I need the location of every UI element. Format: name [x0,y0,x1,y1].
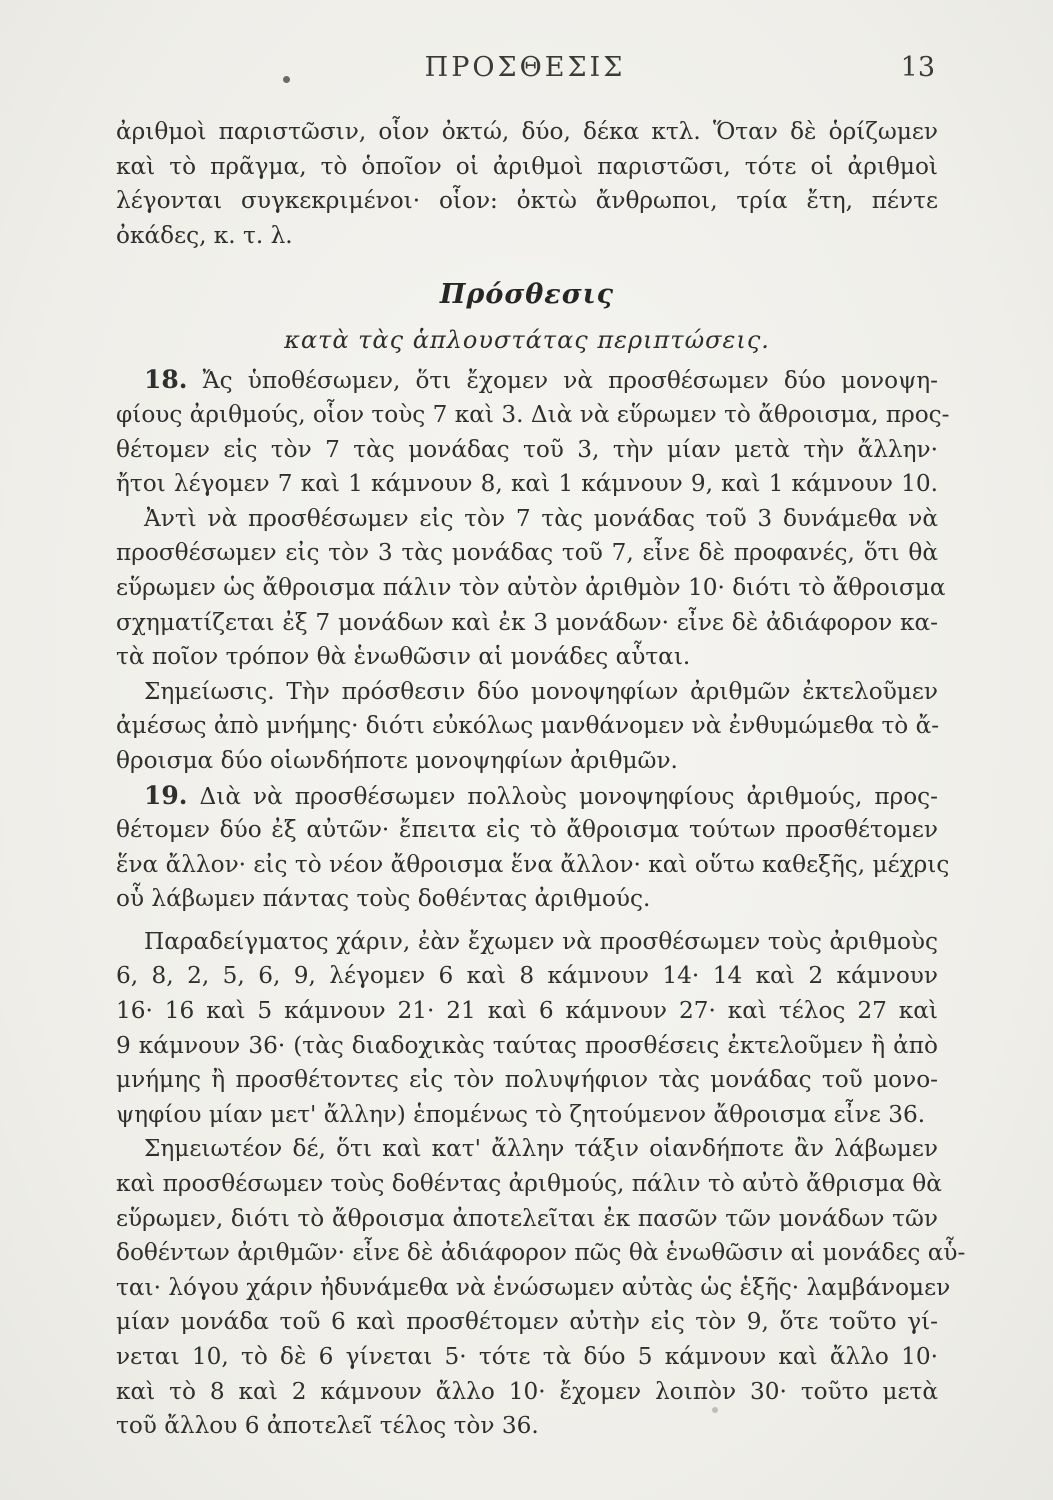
text-line: θέτομεν δύο ἐξ αὐτῶν· ἔπειτα εἰς τὸ ἄθροισμα τούτων προσθέτομεν [116,816,938,844]
paragraph-number: 18. [144,365,188,395]
text-line: τὰ ποῖον τρόπον θὰ ἑνωθῶσιν αἱ μονάδες αὗται. [116,643,691,671]
text-line: 6, 8, 2, 5, 6, 9, λέγομεν 6 καὶ 8 κάμνουν 14· 14 καὶ 2 κάμνουν [116,962,938,990]
text-line: ἀμέσως ἀπὸ μνήμης· διότι εὐκόλως μανθάνομεν νὰ ἐνθυμώμεθα τὸ ἄ- [116,712,940,740]
paragraph-19 [116,779,950,917]
text-line: ἕνα ἄλλον· εἰς τὸ νέον ἄθροισμα ἕνα ἄλλον· καὶ οὕτω καθεξῆς, μέχρις [116,850,950,878]
text-line: Διὰ νὰ προσθέσωμεν πολλοὺς μονοψηφίους ἀριθμούς, προς- [199,782,938,810]
section-heading: Πρόσθεσις [439,279,615,311]
note-paragraph [116,675,938,779]
ink-spot [712,1407,718,1413]
text-line: Σημείωσις. Τὴν πρόσθεσιν δύο μονοψηφίων ἀριθμῶν ἐκτελοῦμεν [144,677,938,705]
text-line: τοῦ ἄλλου 6 ἀποτελεῖ τέλος τὸν 36. [116,1412,539,1440]
text-line: θροισμα δύο οἱωνδήποτε μονοψηφίων ἀριθμῶν. [116,746,678,774]
text-line: Ἀντὶ νὰ προσθέσωμεν εἰς τὸν 7 τὰς μονάδας τοῦ 3 δυνάμεθα νὰ [144,504,938,532]
text-line: καὶ προσθέσωμεν τοὺς δοθέντας ἀριθμούς, πάλιν τὸ αὐτὸ ἄθρισμα θὰ [116,1170,942,1198]
text-line: ψηφίου μίαν μετ' ἄλλην) ἑπομένως τὸ ζητούμενον ἄθροισμα εἶνε 36. [116,1100,926,1128]
text-line: ἤτοι λέγομεν 7 καὶ 1 κάμνουν 8, καὶ 1 κάμνουν 9, καὶ 1 κάμνουν 10. [116,470,938,498]
text-line: ἀριθμοὶ παριστῶσιν, οἷον ὀκτώ, δύο, δέκα κτλ. Ὅταν δὲ ὁρίζωμεν [116,118,938,145]
page-header [115,52,935,92]
text-line: οὗ λάβωμεν πάντας τοὺς δοθέντας ἀριθμούς. [116,885,651,913]
body-text [116,115,966,1444]
text-line: ται· λόγου χάριν ἠδυνάμεθα νὰ ἑνώσωμεν αὐτὰς ὡς ἑξῆς· λαμβάνομεν [116,1273,951,1301]
running-title: ΠΡΟΣΘΕΣΙΣ [424,52,626,83]
page-number: 13 [900,52,935,83]
text-line: λέγονται συγκεκριμένοι· οἷον: ὀκτὼ ἄνθρωποι, τρία ἔτη, πέντε [116,187,938,215]
text-line: Ἄς ὑποθέσωμεν, ὅτι ἔχομεν νὰ προσθέσωμεν δύο μονοψη- [202,367,938,395]
text-line: Σημειωτέον δέ, ὅτι καὶ κατ' ἄλλην τάξιν οἱανδήποτε ἂν λάβωμεν [144,1135,938,1163]
text-line: 9 κάμνουν 36· (τὰς διαδοχικὰς ταύτας προσθέσεις ἐκτελοῦμεν ἢ ἀπὸ [116,1031,938,1059]
text-line: εὕρωμεν ὡς ἄθροισμα πάλιν τὸν αὐτὸν ἀριθμὸν 10· διότι τὸ ἄθροισμα [116,573,946,601]
text-line: ὀκάδες, κ. τ. λ. [116,221,293,249]
text-line: δοθέντων ἀριθμῶν· εἶνε δὲ ἀδιάφορον πῶς θὰ ἑνωθῶσιν αἱ μονάδες αὗ- [116,1239,966,1267]
text-line: μνήμης ἢ προσθέτοντες εἰς τὸν πολυψήφιον τὰς μονάδας τοῦ μονο- [116,1066,938,1094]
intro-paragraph [116,115,938,253]
text-line: καὶ τὸ 8 καὶ 2 κάμνουν ἄλλο 10· ἔχομεν λοιπὸν 30· τοῦτο μετὰ [116,1377,938,1405]
text-line: σχηματίζεται ἐξ 7 μονάδων καὶ ἐκ 3 μονάδων· εἶνε δὲ ἀδιάφορον κα- [116,608,938,636]
text-line: φίους ἀριθμούς, οἷον τοὺς 7 καὶ 3. Διὰ νὰ εὕρωμεν τὸ ἄθροισμα, προς- [116,400,950,428]
example-paragraph [116,925,938,1133]
text-line: καὶ τὸ πρᾶγμα, τὸ ὁποῖον οἱ ἀριθμοὶ παριστῶσι, τότε οἱ ἀριθμοὶ [116,152,938,180]
text-line: προσθέσωμεν εἰς τὸν 3 τὰς μονάδας τοῦ 7, εἶνε δὲ προφανές, ὅτι θὰ [116,539,938,567]
text-line: εὕρωμεν, διότι τὸ ἄθροισμα ἀποτελεῖται ἐκ πασῶν τῶν μονάδων τῶν [116,1204,938,1232]
paragraph-18 [116,363,950,674]
text-line: μίαν μονάδα τοῦ 6 καὶ προσθέτομεν αὐτὴν εἰς τὸν 9, ὅτε τοῦτο γί- [116,1308,938,1336]
paragraph-number: 19. [144,780,188,810]
remark-paragraph [116,1132,966,1443]
text-line: 16· 16 καὶ 5 κάμνουν 21· 21 καὶ 6 κάμνουν 27· καὶ τέλος 27 καὶ [116,997,938,1025]
text-line: νεται 10, τὸ δὲ 6 γίνεται 5· τότε τὰ δύο 5 κάμνουν καὶ ἄλλο 10· [116,1343,938,1370]
text-line: θέτομεν εἰς τὸν 7 τὰς μονάδας τοῦ 3, τὴν μίαν μετὰ τὴν ἄλλην· [116,435,938,463]
text-line: Παραδείγματος χάριν, ἐὰν ἔχωμεν νὰ προσθέσωμεν τοὺς ἀριθμοὺς [144,927,938,955]
section-subheading: κατὰ τὰς ἁπλουστάτας περιπτώσεις. [284,326,770,355]
